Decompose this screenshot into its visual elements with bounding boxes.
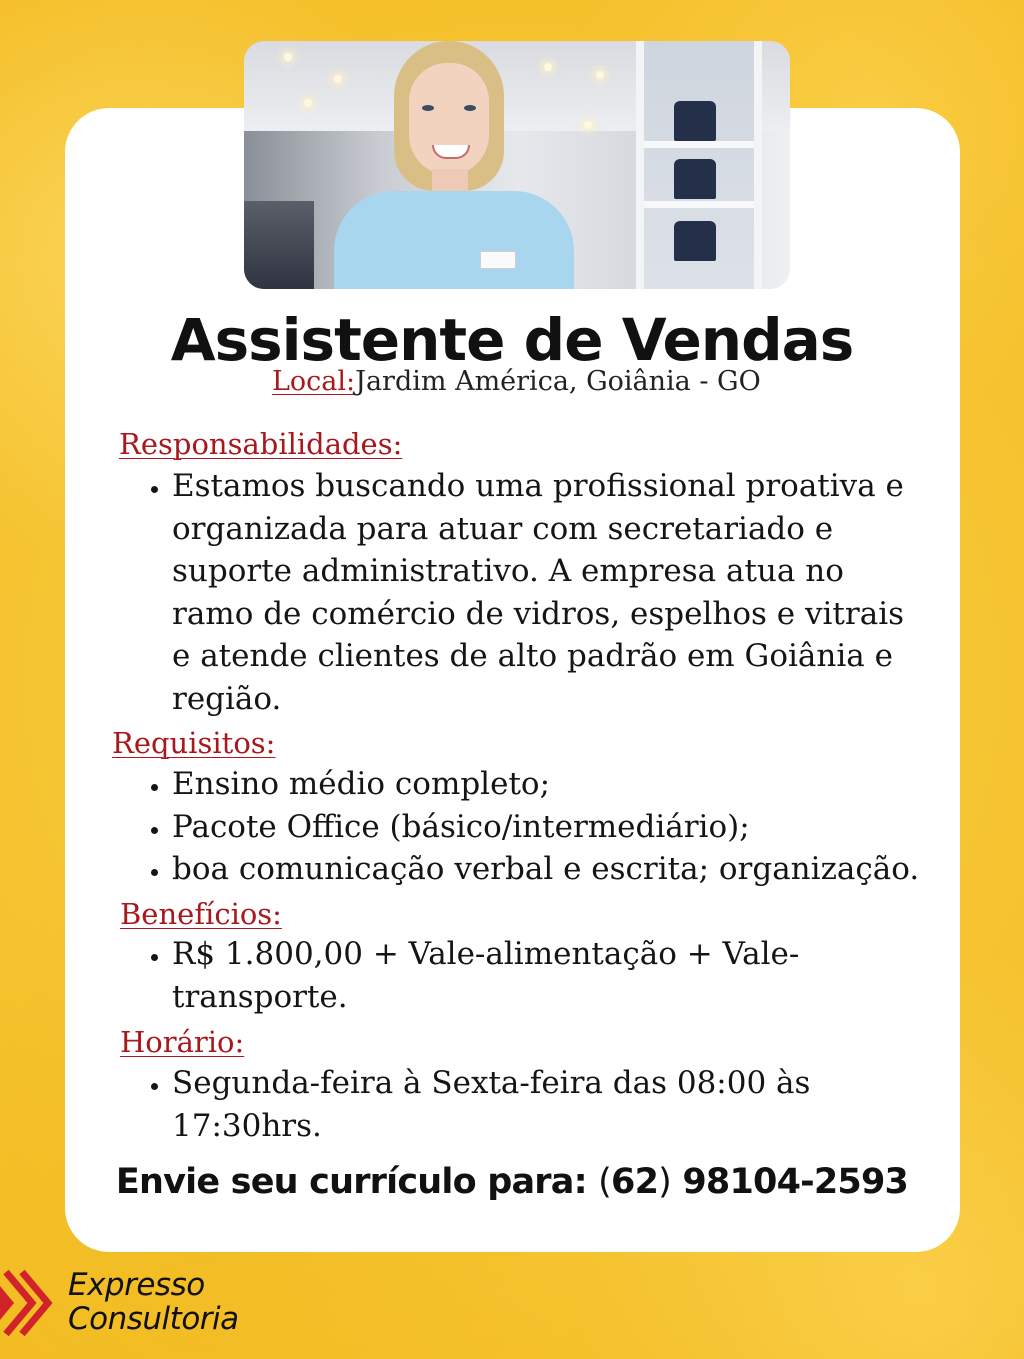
job-title: Assistente de Vendas — [170, 306, 854, 374]
requirements-list — [140, 763, 932, 891]
section-heading-requirements: Requisitos: — [112, 726, 276, 760]
list-item: • Estamos buscando uma profissional proativa e organizada para atuar com secretariado e suporte administrativo. A empresa atua no ramo de comércio de vidros, espelhos e vitrais e atende clientes de alto padrão em Goiânia e região. — [172, 465, 932, 720]
schedule-list — [140, 1062, 832, 1147]
ceiling-light — [284, 53, 292, 61]
benefits-list — [140, 933, 812, 1018]
list-item: • Ensino médio completo; — [172, 763, 932, 806]
company-logo-text — [68, 1268, 239, 1336]
ceiling-light — [584, 121, 592, 129]
logo-line-1: Expresso — [68, 1267, 205, 1303]
list-item: • boa comunicação verbal e escrita; organização. — [172, 848, 932, 891]
section-heading-schedule: Horário: — [120, 1025, 245, 1059]
list-item: • Segunda-feira à Sexta-feira das 08:00 às 17:30hrs. — [172, 1062, 832, 1147]
phone-area-code: 62 — [611, 1162, 659, 1202]
responsibilities-list — [140, 465, 932, 720]
location-value: Jardim América, Goiânia - GO — [355, 366, 761, 397]
section-heading-responsibilities: Responsabilidades: — [119, 427, 403, 461]
ceiling-light — [304, 99, 312, 107]
phone-number[interactable]: 98104-2593 — [682, 1162, 909, 1202]
location-label: Local: — [272, 366, 356, 397]
contact-call-to-action — [0, 1162, 1024, 1202]
cta-text: Envie seu currículo para: — [115, 1162, 587, 1202]
phone-paren-close: ) — [658, 1162, 671, 1202]
name-badge — [480, 251, 516, 269]
section-heading-benefits: Benefícios: — [120, 897, 282, 931]
smiling-woman — [324, 41, 584, 289]
sales-assistant-photo — [244, 41, 790, 289]
list-item: • R$ 1.800,00 + Vale-alimentação + Vale-transporte. — [172, 933, 812, 1018]
list-item: • Pacote Office (básico/intermediário); — [172, 806, 932, 849]
ceiling-light — [596, 71, 604, 79]
store-shelf — [636, 41, 762, 289]
job-location — [272, 366, 761, 397]
expresso-logo-icon — [0, 1268, 62, 1338]
clothing-rack — [244, 201, 314, 289]
logo-line-2: Consultoria — [68, 1301, 239, 1337]
phone-paren-open: ( — [598, 1162, 612, 1202]
